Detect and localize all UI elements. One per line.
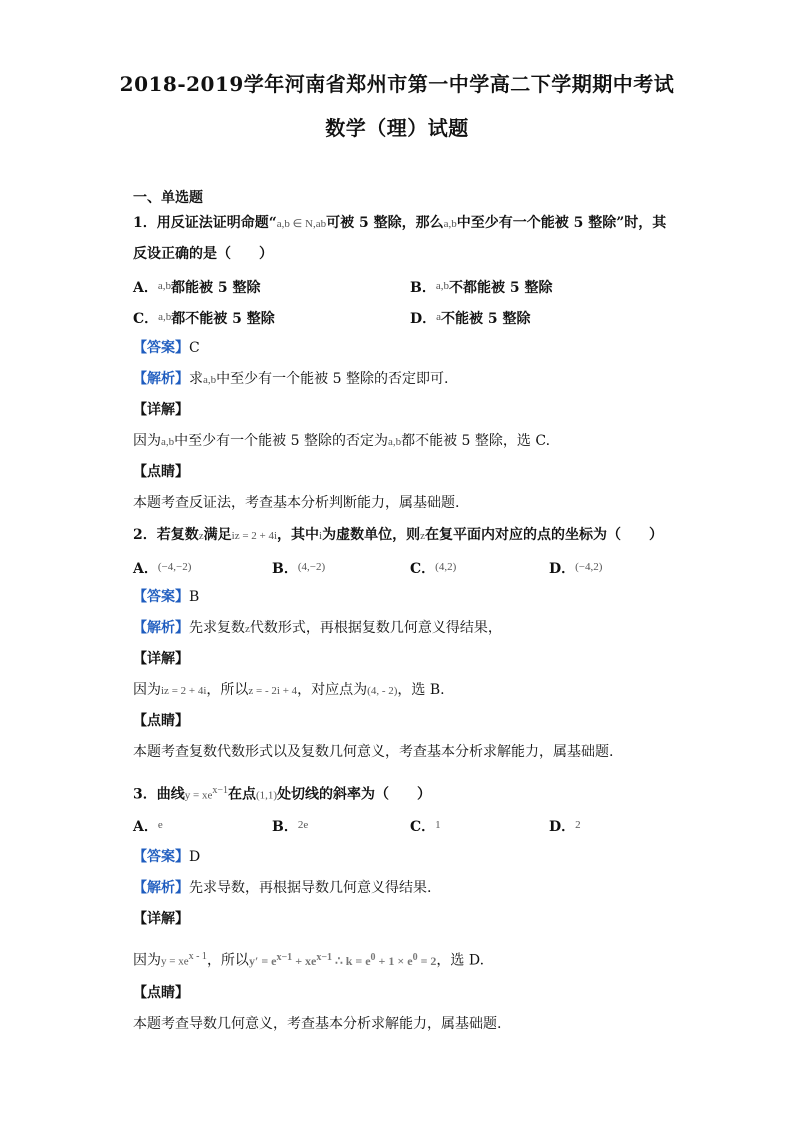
q2-math-i: i (319, 530, 323, 542)
q1-option-a (133, 276, 261, 298)
q3-stem (133, 781, 674, 806)
q3-detail (133, 947, 674, 972)
answer-tag: 【答案】 (133, 589, 189, 605)
q3-deriv-b: + xe (292, 953, 317, 968)
q2-detail-math3: (4, - 2) (367, 685, 398, 697)
q3-deriv-exp4: 0 (412, 951, 418, 963)
q2-analysis-b: 代数形式，再根据复数几何意义得结果， (249, 620, 502, 636)
q3-deriv-c: ∴ k = e (332, 953, 371, 968)
q2-math-z1: z (198, 530, 204, 542)
q1-option-c-math: a,b (158, 311, 172, 323)
q1-option-d-text: 不能被 5 整除 (441, 311, 531, 327)
q1-option-d-math: a (436, 311, 442, 323)
q1-analysis-math: a,b (203, 374, 217, 386)
q1-math-b: a,b (443, 218, 457, 230)
q3-deriv-exp2: x−1 (316, 951, 333, 963)
q3-analysis-text: 先求导数，再根据导数几何意义得结果. (189, 880, 432, 896)
q2-detail-a: 因为 (133, 682, 161, 698)
answer-tag: 【答案】 (133, 849, 189, 865)
analysis-tag: 【解析】 (133, 371, 189, 387)
doc-title-line2: 数学（理）试题 (325, 116, 469, 140)
q3-comment: 本题考查导数几何意义，考查基本分析求解能力，属基础题. (133, 1016, 502, 1032)
q3-answer (133, 847, 674, 867)
q3-math-curve: y = xe (184, 789, 213, 802)
q1-analysis-b: 中至少有一个能被 5 整除的否定即可. (216, 371, 449, 387)
q1-option-d (410, 307, 531, 329)
q1-stem-line1 (133, 213, 674, 234)
section-heading: 一、单选题 (133, 190, 203, 206)
q3-deriv-e: = 2 (417, 953, 437, 968)
q2-detail-b: ，所以 (206, 682, 249, 698)
q2-option-d-math: (−4,2) (575, 561, 603, 573)
q1-stem-line2: 反设正确的是（ ） (133, 246, 273, 262)
q1-detail-b: 中至少有一个能被 5 整除的否定为 (174, 433, 388, 449)
q3-detail-tag: 【详解】 (133, 911, 189, 927)
q2-detail-d: ，选 B. (397, 682, 445, 698)
q2-answer (133, 587, 674, 607)
q3-option-d (549, 815, 581, 837)
q3-option-b (272, 815, 308, 837)
analysis-tag: 【解析】 (133, 620, 189, 636)
q3-detail-math2 (248, 951, 437, 968)
q2-option-a (133, 557, 191, 579)
q2-stem-b: 满足 (203, 527, 232, 543)
q1-detail-c: 都不能被 5 整除，选 C. (401, 433, 551, 449)
q3-option-d-math: 2 (575, 819, 581, 831)
q3-stem-b: 在点 (227, 786, 256, 803)
q3-stem-c: 处切线的斜率为（ ） (277, 786, 432, 803)
q2-detail-tag: 【详解】 (133, 651, 189, 667)
q3-deriv-exp3: 0 (370, 951, 376, 963)
q1-detail (133, 431, 674, 452)
q1-analysis (133, 369, 674, 390)
q2-math-eq: iz = 2 + 4i (231, 530, 278, 542)
q2-stem (133, 525, 674, 546)
q1-analysis-a: 求 (189, 371, 203, 387)
q2-detail-c: ，对应点为 (297, 682, 368, 698)
q1-stem-a: 1．用反证法证明命题“ (133, 215, 277, 231)
q2-option-b-label: B． (272, 561, 298, 577)
q3-stem-a: 3．曲线 (133, 786, 185, 803)
q1-stem-b: 可被 5 整除，那么 (326, 215, 444, 231)
q2-option-c-label: C． (410, 561, 436, 577)
q2-comment-tag: 【点睛】 (133, 713, 189, 729)
q3-math-point: (1,1) (255, 789, 278, 802)
q2-detail-math2: z = - 2i + 4 (248, 685, 298, 697)
q3-detail-a: 因为 (133, 952, 161, 969)
q2-answer-value: B (189, 589, 200, 605)
q1-option-b-label: B． (410, 280, 436, 296)
q3-option-b-label: B． (272, 819, 298, 835)
q3-deriv-a: y′ = e (248, 953, 277, 968)
doc-title-line1: 2018-2019学年河南省郑州市第一中学高二下学期期中考试 (119, 72, 675, 96)
q3-analysis (133, 878, 674, 898)
q1-option-b (410, 276, 552, 298)
q3-deriv-d: + 1 × e (375, 953, 413, 968)
q1-option-a-text: 都能被 5 整除 (171, 280, 261, 296)
q1-option-d-label: D． (410, 311, 437, 327)
q2-stem-a: 2．若复数 (133, 527, 199, 543)
q3-option-d-label: D． (549, 819, 576, 835)
q3-detail-math1-exp: x - 1 (188, 951, 207, 962)
analysis-tag: 【解析】 (133, 880, 189, 896)
q3-math-curve-exp: x−1 (212, 785, 228, 796)
q3-option-c-math: 1 (435, 819, 441, 831)
q1-comment: 本题考查反证法，考查基本分析判断能力，属基础题. (133, 495, 460, 511)
q2-option-d (549, 557, 602, 579)
q2-analysis-math: z (245, 623, 250, 635)
q1-option-a-math: a,b (157, 280, 172, 292)
q3-deriv-exp1: x−1 (276, 951, 293, 963)
q1-detail-a: 因为 (133, 433, 161, 449)
q2-analysis (133, 618, 674, 639)
q1-detail-math1: a,b (161, 436, 175, 448)
q2-option-b (272, 557, 325, 579)
q2-comment: 本题考查复数代数形式以及复数几何意义，考查基本分析求解能力，属基础题. (133, 744, 614, 760)
q1-comment-tag: 【点睛】 (133, 464, 189, 480)
q3-detail-b: ，所以 (206, 952, 249, 969)
q2-option-c-math: (4,2) (435, 561, 457, 573)
q3-answer-value: D (189, 849, 201, 865)
q2-stem-c: ，其中 (277, 527, 320, 543)
q2-option-d-label: D． (549, 561, 576, 577)
q1-option-a-label: A． (133, 280, 158, 296)
q1-math-a: a,b ∈ N,ab (276, 218, 327, 230)
q2-analysis-a: 先求复数 (189, 620, 245, 636)
q1-answer-value: C (189, 340, 200, 356)
q3-option-a (133, 815, 163, 837)
q2-option-a-math: (−4,−2) (157, 561, 192, 573)
q2-math-z2: z (420, 530, 425, 542)
q1-option-b-text: 不都能被 5 整除 (448, 280, 553, 296)
q1-detail-tag: 【详解】 (133, 402, 189, 418)
answer-tag: 【答案】 (133, 340, 189, 356)
q2-stem-e: 在复平面内对应的点的坐标为（ ） (425, 527, 663, 543)
q2-option-c (410, 557, 456, 579)
q3-detail-math1: y = xe (161, 955, 189, 968)
q3-option-c-label: C． (410, 819, 436, 835)
q1-option-c (133, 307, 275, 329)
q3-option-c (410, 815, 441, 837)
q2-detail (133, 680, 674, 701)
q2-detail-math1: iz = 2 + 4i (161, 685, 207, 697)
q1-option-c-text: 都不能被 5 整除 (171, 311, 275, 327)
q2-option-a-label: A． (133, 561, 158, 577)
q3-option-a-label: A． (133, 819, 158, 835)
q1-stem-c: 中至少有一个能被 5 整除”时，其 (456, 215, 667, 231)
q3-comment-tag: 【点睛】 (133, 985, 189, 1001)
q1-detail-math2: a,b (387, 436, 402, 448)
q3-option-a-math: e (157, 819, 163, 831)
q2-stem-d: 为虚数单位，则 (322, 527, 421, 543)
q3-detail-c: ，选 D. (436, 952, 485, 969)
q2-option-b-math: (4,−2) (297, 561, 326, 573)
q1-option-b-math: a,b (435, 280, 449, 292)
q1-option-c-label: C． (133, 311, 159, 327)
q1-answer (133, 338, 674, 358)
q3-option-b-math: 2e (297, 819, 309, 831)
